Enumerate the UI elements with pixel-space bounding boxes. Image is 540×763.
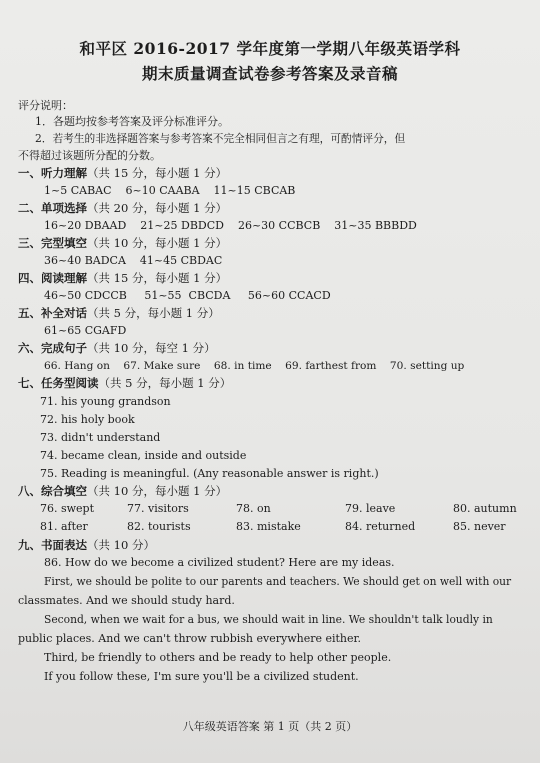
section-1-title: 一、听力理解 (18, 166, 87, 180)
section-5-answers: 61~65 CGAFD (44, 324, 127, 337)
section-9-header (18, 538, 155, 552)
answer-71: 71. his young grandson (40, 395, 171, 408)
section-6-score: （共 10 分，每空 1 分） (87, 341, 216, 355)
section-4-title: 四、阅读理解 (18, 271, 87, 285)
answer-77: 77. visitors (127, 502, 189, 515)
essay-line-7: If you follow these, I'm sure you'll be a civilized student. (44, 670, 359, 683)
section-1-answers: 1~5 CABAC 6~10 CAABA 11~15 CBCAB (44, 184, 296, 197)
section-1-header (18, 166, 227, 180)
essay-line-1: 86. How do we become a civilized student? Here are my ideas. (44, 556, 395, 569)
section-3-header (18, 236, 227, 250)
answer-81: 81. after (40, 520, 88, 533)
section-6-header (18, 341, 216, 355)
section-8-header (18, 484, 227, 498)
essay-line-4: Second, when we wait for a bus, we should wait in line. We shouldn't talk loudly in (44, 613, 493, 626)
answer-79: 79. leave (345, 502, 396, 515)
answer-78: 78. on (236, 502, 271, 515)
answer-76: 76. swept (40, 502, 95, 515)
instruction-item-2-cont: 不得超过该题所分配的分数。 (18, 149, 161, 162)
section-8-title: 八、综合填空 (18, 484, 87, 498)
section-9-score: （共 10 分） (87, 538, 155, 552)
section-6-answers: 66. Hang on 67. Make sure 68. in time 69. farthest from 70. setting up (44, 360, 465, 372)
answer-83: 83. mistake (236, 520, 301, 533)
essay-line-3: classmates. And we should study hard. (18, 594, 235, 607)
page-title: 和平区 2016-2017 学年度第一学期八年级英语学科 (79, 39, 461, 58)
essay-line-6: Third, be friendly to others and be ready to help other people. (44, 651, 392, 664)
section-9-title: 九、书面表达 (18, 538, 87, 552)
section-6-title: 六、完成句子 (18, 341, 87, 355)
section-7-title: 七、任务型阅读 (18, 376, 99, 390)
section-4-header (18, 271, 227, 285)
instruction-item-2: 2．若考生的非选择题答案与参考答案不完全相同但言之有理，可酌情评分，但 (35, 132, 406, 145)
answer-72: 72. his holy book (40, 413, 135, 426)
essay-line-2: First, we should be polite to our parents and teachers. We should get on well with our (44, 575, 512, 588)
answer-85: 85. never (453, 520, 506, 533)
answer-74: 74. became clean, inside and outside (40, 449, 247, 462)
section-2-title: 二、单项选择 (18, 201, 87, 215)
page-footer: 八年级英语答案 第 1 页（共 2 页） (182, 720, 358, 733)
section-2-header (18, 201, 227, 215)
section-4-answers: 46~50 CDCCB 51~55 CBCDA 56~60 CCACD (44, 289, 331, 302)
section-4-score: （共 15 分，每小题 1 分） (87, 271, 228, 285)
section-3-score: （共 10 分，每小题 1 分） (87, 236, 228, 250)
section-3-title: 三、完型填空 (18, 236, 87, 250)
section-2-score: （共 20 分，每小题 1 分） (87, 201, 228, 215)
essay-line-5: public places. And we can't throw rubbish everywhere either. (18, 632, 362, 645)
section-2-answers: 16~20 DBAAD 21~25 DBDCD 26~30 CCBCB 31~35 BBBDD (44, 219, 417, 232)
section-3-answers: 36~40 BADCA 41~45 CBDAC (44, 254, 223, 267)
section-5-title: 五、补全对话 (18, 306, 87, 320)
section-1-score: （共 15 分，每小题 1 分） (87, 166, 228, 180)
answer-75: 75. Reading is meaningful. (Any reasonable answer is right.) (40, 467, 379, 480)
answer-80: 80. autumn (453, 502, 517, 515)
section-7-header (18, 376, 231, 390)
answer-84: 84. returned (345, 520, 416, 533)
page-subtitle: 期末质量调查试卷参考答案及录音稿 (141, 64, 398, 83)
section-5-score: （共 5 分，每小题 1 分） (87, 306, 220, 320)
instructions-heading: 评分说明： (18, 99, 73, 112)
instruction-item-1: 1．各题均按参考答案及评分标准评分。 (35, 115, 229, 128)
answer-73: 73. didn't understand (40, 431, 161, 444)
section-7-score: （共 5 分，每小题 1 分） (98, 376, 232, 390)
answer-82: 82. tourists (127, 520, 191, 533)
section-8-score: （共 10 分，每小题 1 分） (87, 484, 228, 498)
section-5-header (18, 306, 220, 320)
